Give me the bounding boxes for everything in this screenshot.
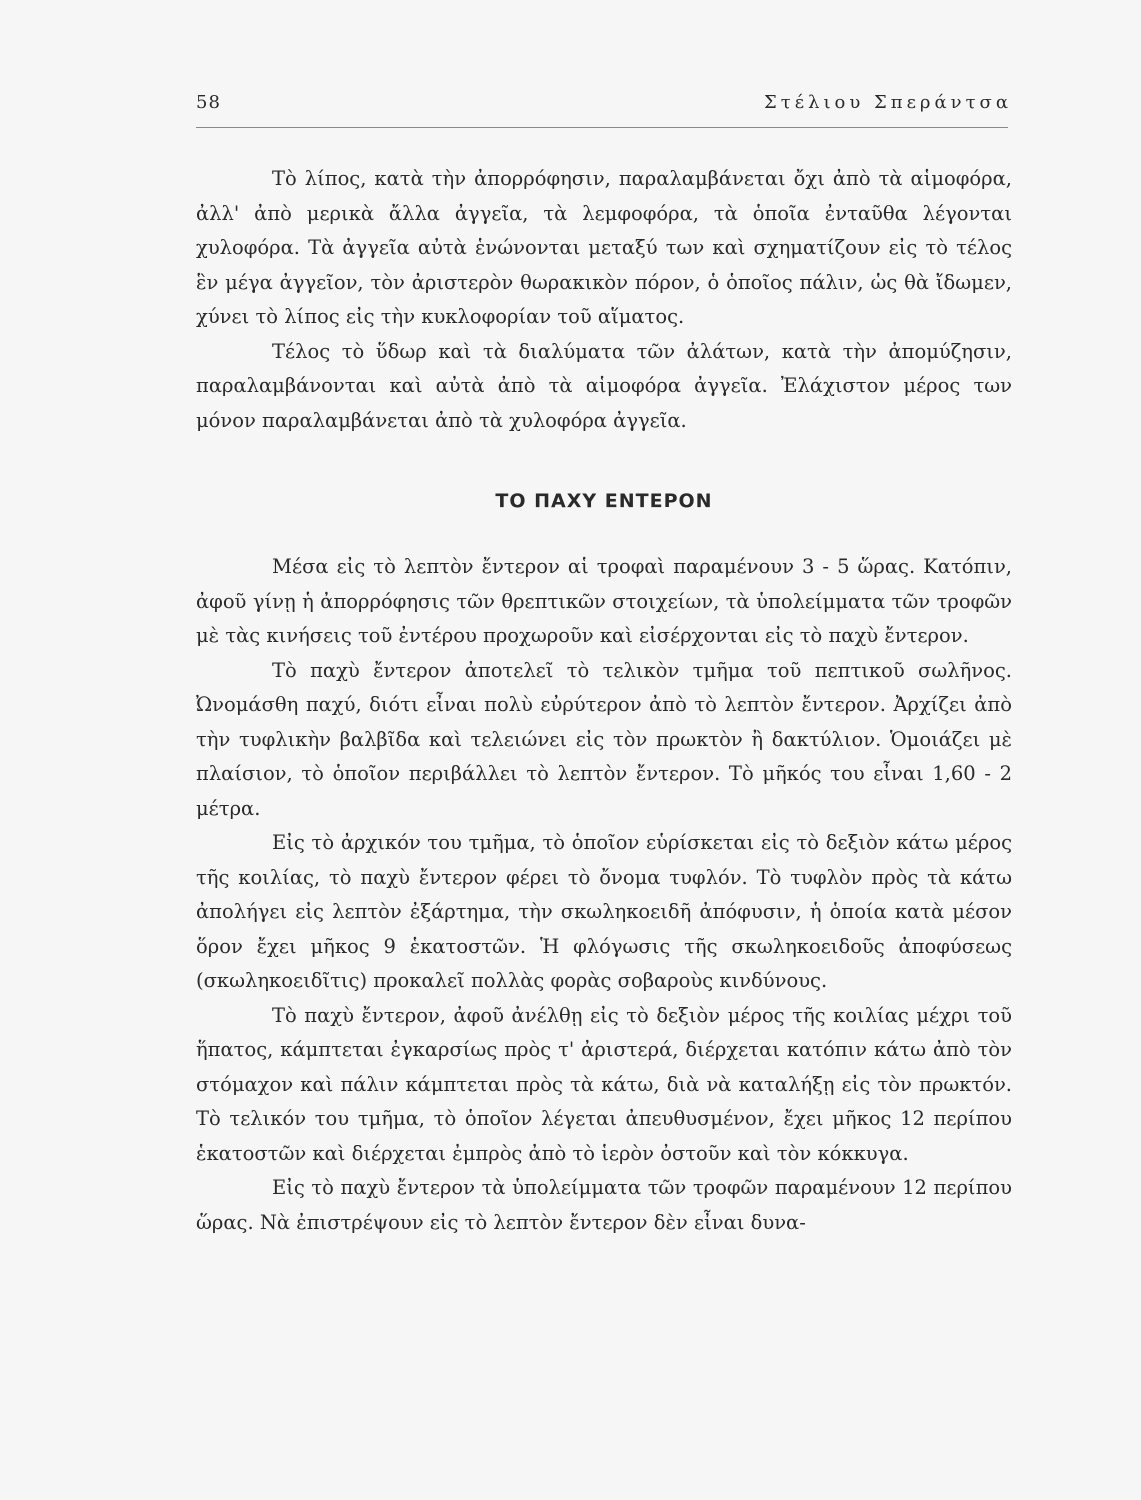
paragraph: Μέσα εἰς τὸ λεπτὸν ἔντερον αἱ τροφαὶ παραμένουν 3 - 5 ὥρας. Κατόπιν, ἀφοῦ γίνῃ ἡ ἀπορρόφησις τῶν θρεπτικῶν στοιχείων, τὰ ὑπολείμματα τῶν τροφῶν μὲ τὰς κινήσεις τοῦ ἐντέρου προχωροῦν καὶ εἰσέρχονται εἰς τὸ παχὺ ἔντερον. <box>196 555 1012 647</box>
paragraph: Εἰς τὸ παχὺ ἔντερον τὰ ὑπολείμματα τῶν τροφῶν παραμένουν 12 περίπου ὥρας. Νὰ ἐπιστρέψουν εἰς τὸ λεπτὸν ἔντερον δὲν εἶναι δυνα- <box>196 1176 1012 1234</box>
page-number: 58 <box>196 92 221 113</box>
section-title: ΤΟ ΠΑΧΥ ΕΝΤΕΡΟΝ <box>495 490 713 512</box>
running-head: Στέλιου Σπεράντσα <box>764 92 1012 113</box>
paragraph: Τὸ παχὺ ἔντερον, ἀφοῦ ἀνέλθῃ εἰς τὸ δεξιὸν μέρος τῆς κοιλίας μέχρι τοῦ ἥπατος, κάμπτεται ἐγκαρσίως πρὸς τ' ἀριστερά, διέρχεται κατόπιν κάτω ἀπὸ τὸν στόμαχον καὶ πάλιν κάμπτεται πρὸς τὰ κάτω, διὰ νὰ καταλήξῃ εἰς τὸν πρωκτόν. Τὸ τελικόν του τμῆμα, τὸ ὁποῖον λέγεται ἀπευθυσμένον, ἔχει μῆκος 12 περίπου ἑκατοστῶν καὶ διέρχεται ἐμπρὸς ἀπὸ τὸ ἱερὸν ὀστοῦν καὶ τὸν κόκκυγα. <box>196 1003 1012 1165</box>
page-header <box>196 92 1012 126</box>
paragraph: Τὸ παχὺ ἔντερον ἀποτελεῖ τὸ τελικὸν τμῆμα τοῦ πεπτικοῦ σωλῆνος. Ὠνομάσθη παχύ, διότι εἶναι πολὺ εὐρύτερον ἀπὸ τὸ λεπτὸν ἔντερον. Ἀρχίζει ἀπὸ τὴν τυφλικὴν βαλβῖδα καὶ τελειώνει εἰς τὸν πρωκτὸν ἢ δακτύλιον. Ὁμοιάζει μὲ πλαίσιον, τὸ ὁποῖον περιβάλλει τὸ λεπτὸν ἔντερον. Τὸ μῆκός του εἶναι 1,60 - 2 μέτρα. <box>196 658 1012 820</box>
paragraph: Τέλος τὸ ὕδωρ καὶ τὰ διαλύματα τῶν ἀλάτων, κατὰ τὴν ἀπομύζησιν, παραλαμβάνονται καὶ αὐτὰ ἀπὸ τὰ αἱμοφόρα ἀγγεῖα. Ἐλάχιστον μέρος των μόνον παραλαμβάνεται ἀπὸ τὰ χυλοφόρα ἀγγεῖα. <box>196 339 1012 432</box>
paragraph: Τὸ λίπος, κατὰ τὴν ἀπορρόφησιν, παραλαμβάνεται ὄχι ἀπὸ τὰ αἱμοφόρα, ἀλλ' ἀπὸ μερικὰ ἄλλα ἀγγεῖα, τὰ λεμφοφόρα, τὰ ὁποῖα ἐνταῦθα λέγονται χυλοφόρα. Τὰ ἀγγεῖα αὐτὰ ἑνώνονται μεταξύ των καὶ σχηματίζουν εἰς τὸ τέλος ἓν μέγα ἀγγεῖον, τὸν ἀριστερὸν θωρακικὸν πόρον, ὁ ὁποῖος πάλιν, ὡς θὰ ἴδωμεν, χύνει τὸ λίπος εἰς τὴν κυκλοφορίαν τοῦ αἵματος. <box>196 167 1012 328</box>
header-rule <box>196 127 1008 128</box>
page-body <box>196 162 1012 1240</box>
paragraph: Εἰς τὸ ἀρχικόν του τμῆμα, τὸ ὁποῖον εὑρίσκεται εἰς τὸ δεξιὸν κάτω μέρος τῆς κοιλίας, τὸ παχὺ ἔντερον φέρει τὸ ὄνομα τυφλόν. Τὸ τυφλὸν πρὸς τὰ κάτω ἀπολήγει εἰς λεπτὸν ἐξάρτημα, τὴν σκωληκοειδῆ ἀπόφυσιν, ἡ ὁποία κατὰ μέσον ὅρον ἔχει μῆκος 9 ἑκατοστῶν. Ἡ φλόγωσις τῆς σκωληκοειδοῦς ἀποφύσεως (σκωληκοειδῖτις) προκαλεῖ πολλὰς φορὰς σοβαροὺς κινδύνους. <box>196 831 1012 992</box>
